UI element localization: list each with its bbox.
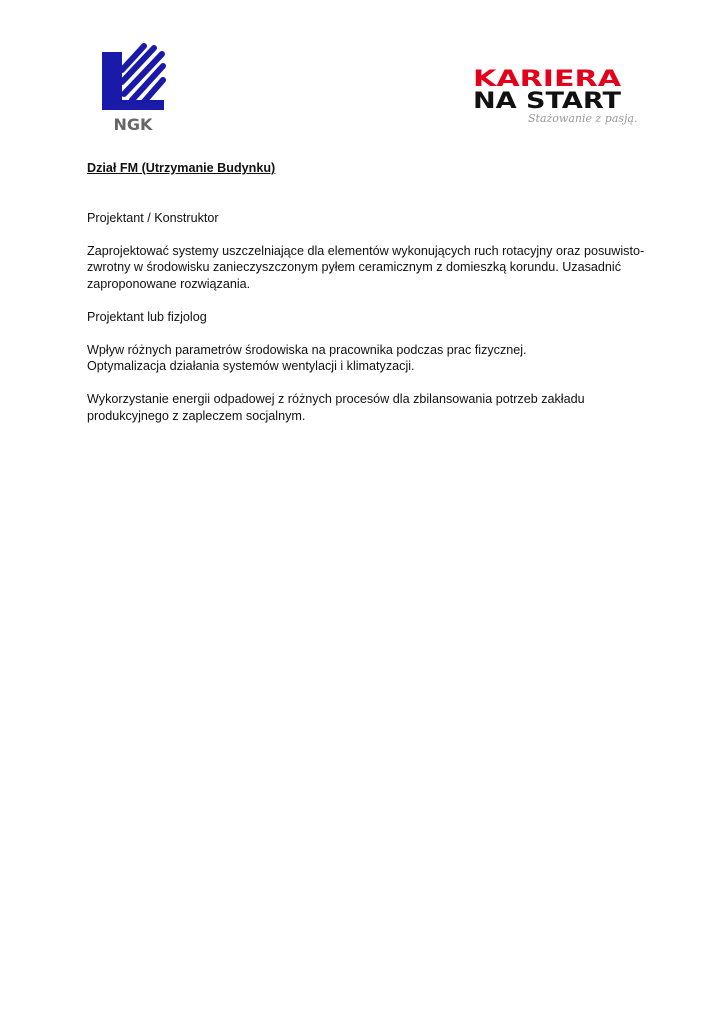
task-2-line-2: Optymalizacja działania systemów wentylacji i klimatyzacji. [87,359,415,373]
kariera-logo-line1: KARIERA [473,67,621,92]
kariera-logo-icon [470,60,645,128]
section-heading: Dział FM (Utrzymanie Budynku) [87,161,276,175]
kariera-logo-line2: NA START [473,89,621,114]
kariera-na-start-logo [470,60,645,128]
document-body [87,160,647,424]
task-1-line-1: Zaprojektować systemy uszczelniające dla elementów wykonujących ruch rotacyjny oraz posuwisto- [87,243,645,258]
ngk-logo [100,42,166,132]
ngk-logo-icon [100,42,166,132]
role-title-physiologist: Projektant lub fizjolog [87,309,207,324]
task-2-line-1: Wpływ różnych parametrów środowiska na pracownika podczas prac fizycznej. [87,342,527,357]
task-1-line-2: zwrotny w środowisku zanieczyszczonym pyłem ceramicznym z domieszką korundu. Uzasadnić [87,260,622,274]
task-3-line-2: produkcyjnego z zapleczem socjalnym. [87,408,306,423]
ngk-logo-text: NGK [113,115,153,132]
kariera-logo-tagline: Stażowanie z pasją. [528,112,638,125]
role-title-designer: Projektant / Konstruktor [87,210,219,225]
task-3-line-1: Wykorzystanie energii odpadowej z różnych procesów dla zbilansowania potrzeb zakładu [87,392,585,406]
task-1-line-3: zaproponowane rozwiązania. [87,276,251,291]
